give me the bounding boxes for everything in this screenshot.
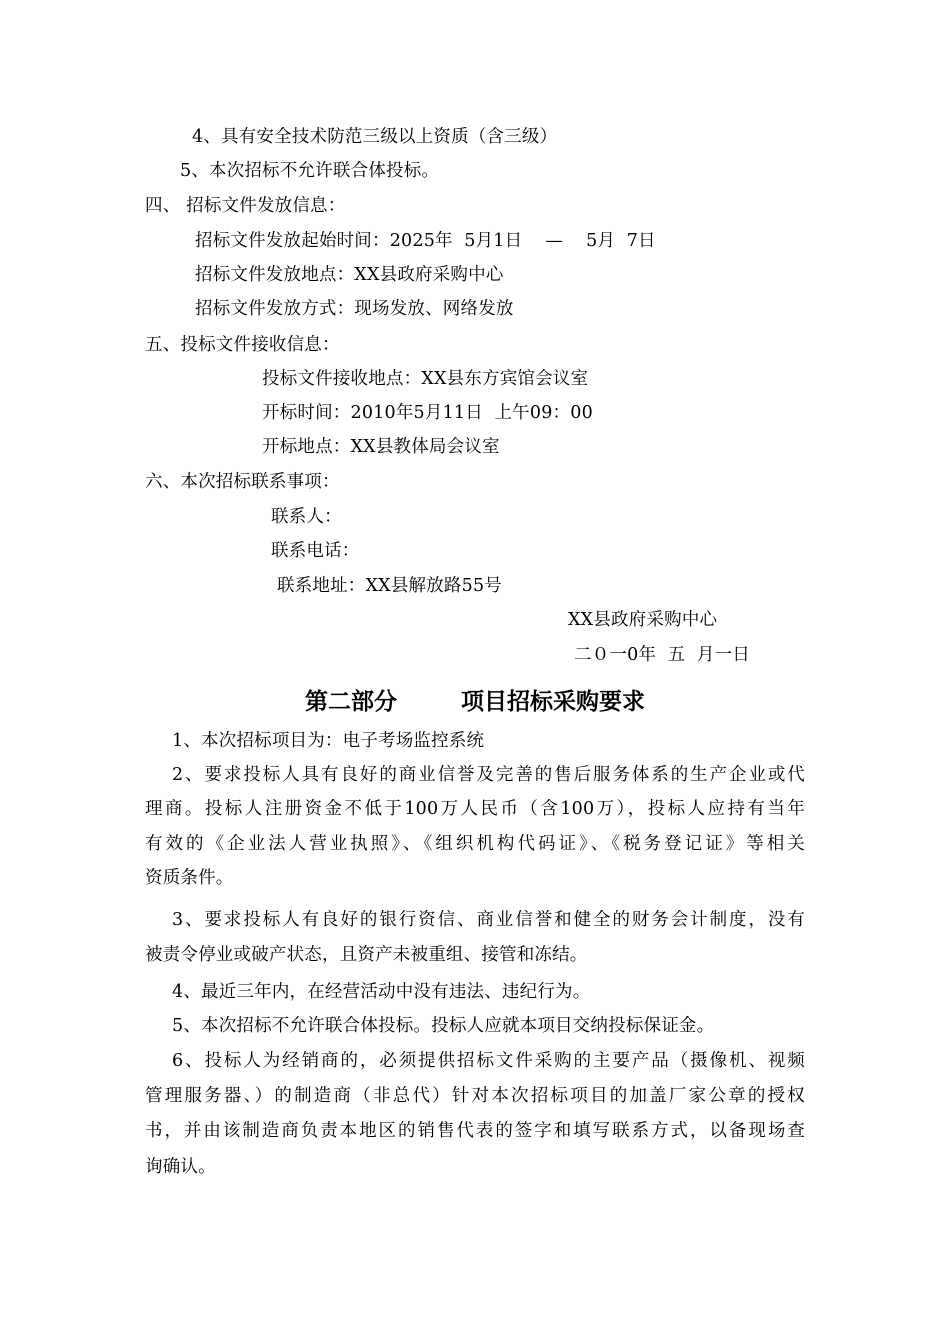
part-2-title: 第二部分 项目招标采购要求 <box>304 689 646 715</box>
requirement-3-line-1: 3、要求投标人有良好的银行资信、商业信誉和健全的财务会计制度，没有 <box>172 910 805 930</box>
contact-person: 联系人： <box>271 507 342 527</box>
doc-issue-location: 招标文件发放地点：XX县政府采购中心 <box>195 265 504 285</box>
requirement-1: 1、本次招标项目为：电子考场监控系统 <box>172 731 485 751</box>
section-5-heading: 五、投标文件接收信息： <box>145 335 340 355</box>
bid-opening-time: 开标时间：2010年5月11日 上午09：00 <box>262 403 593 423</box>
requirement-6-line-3: 书，并由该制造商负责本地区的销售代表的签字和填写联系方式，以备现场查 <box>145 1121 805 1141</box>
requirement-2-line-4: 资质条件。 <box>145 868 234 888</box>
qualification-item-5: 5、本次招标不允许联合体投标。 <box>180 161 440 181</box>
requirement-4: 4、最近三年内，在经营活动中没有违法、违纪行为。 <box>172 982 591 1002</box>
signature-org: XX县政府采购中心 <box>568 610 718 630</box>
section-4-heading: 四、 招标文件发放信息： <box>145 196 346 216</box>
bid-opening-place: 开标地点：XX县教体局会议室 <box>262 437 500 457</box>
requirement-5: 5、本次招标不允许联合体投标。投标人应就本项目交纳投标保证金。 <box>172 1016 715 1036</box>
requirement-2-line-3: 有效的《企业法人营业执照》、《组织机构代码证》、《税务登记证》等相关 <box>145 834 805 854</box>
bid-receipt-location: 投标文件接收地点：XX县东方宾馆会议室 <box>262 369 589 389</box>
contact-address: 联系地址：XX县解放路55号 <box>277 576 502 596</box>
qualification-item-4: 4、具有安全技术防范三级以上资质（含三级） <box>192 127 558 147</box>
requirement-3-line-2: 被责令停业或破产状态，且资产未被重组、接管和冻结。 <box>145 945 588 965</box>
section-6-heading: 六、本次招标联系事项： <box>145 472 340 492</box>
requirement-6-line-4: 询确认。 <box>145 1157 216 1177</box>
requirement-2-line-2: 理商。投标人注册资金不低于100万人民币（含100万），投标人应持有当年 <box>145 799 805 819</box>
doc-issue-method: 招标文件发放方式：现场发放、网络发放 <box>195 299 514 319</box>
requirement-6-line-1: 6、投标人为经销商的，必须提供招标文件采购的主要产品（摄像机、视频 <box>172 1051 805 1071</box>
contact-phone: 联系电话： <box>271 541 360 561</box>
requirement-6-line-2: 管理服务器、）的制造商（非总代）针对本次招标项目的加盖厂家公章的授权 <box>145 1086 805 1106</box>
requirement-2-line-1: 2、要求投标人具有良好的商业信誉及完善的售后服务体系的生产企业或代 <box>172 765 805 785</box>
signature-date: 二０一0年 五 月一日 <box>574 645 750 665</box>
doc-issue-start-time: 招标文件发放起始时间：2025年 5月1日 — 5月 7日 <box>195 231 656 251</box>
